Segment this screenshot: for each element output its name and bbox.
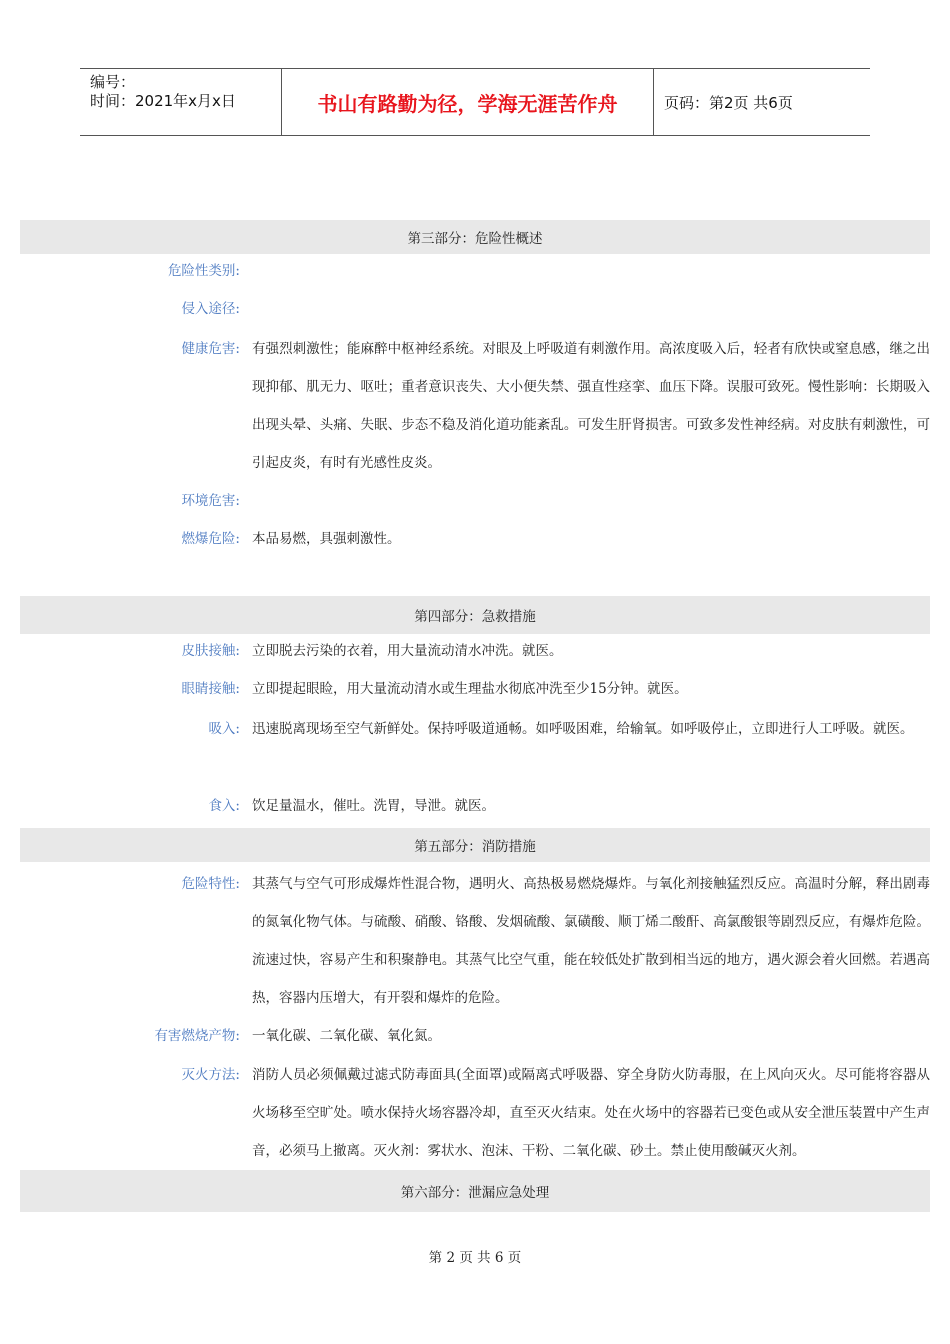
document-number-label: 编号： — [90, 73, 136, 91]
field-label: 侵入途径: — [181, 301, 240, 317]
page-footer: 第 2 页 共 6 页 — [428, 1250, 522, 1266]
page-header — [80, 68, 870, 136]
section-title: 第三部分：危险性概述 — [20, 220, 930, 254]
field-label: 灭火方法: — [181, 1067, 240, 1083]
field-label: 危险特性: — [181, 876, 240, 892]
field-value: 立即脱去污染的衣着，用大量流动清水冲洗。就医。 — [252, 643, 563, 659]
header-page-code: 页码：第2页 共6页 — [664, 93, 793, 112]
section-title: 第六部分：泄漏应急处理 — [20, 1170, 930, 1212]
field-label: 吸入: — [208, 721, 240, 737]
field-row — [20, 482, 930, 520]
section-title: 第五部分：消防措施 — [20, 828, 930, 862]
field-row — [20, 520, 930, 558]
field-row — [20, 330, 930, 482]
field-row — [20, 290, 930, 328]
field-value: 有强烈刺激性；能麻醉中枢神经系统。对眼及上呼吸道有刺激作用。高浓度吸入后，轻者有欣快或窒息感，继之出现抑郁、肌无力、呕吐；重者意识丧失、大小便失禁、强直性痉挛、血压下降。误服可致死。慢性影响：长期吸入出现头晕、头痛、失眠、步态不稳及消化道功能紊乱。可发生肝肾损害。可致多发性神经病。对皮肤有刺激性，可引起皮炎，有时有光感性皮炎。 — [252, 341, 930, 471]
field-row — [20, 632, 930, 670]
field-label: 健康危害: — [181, 341, 240, 357]
field-label: 食入: — [208, 798, 240, 814]
field-label: 燃爆危险: — [181, 531, 240, 547]
field-value: 立即提起眼睑，用大量流动清水或生理盐水彻底冲洗至少15分钟。就医。 — [252, 681, 688, 697]
document-time-label: 时间：2021年x月x日 — [90, 92, 236, 110]
field-label: 危险性类别: — [167, 263, 240, 279]
field-value: 迅速脱离现场至空气新鲜处。保持呼吸道通畅。如呼吸困难，给输氧。如呼吸停止，立即进行人工呼吸。就医。 — [252, 721, 914, 737]
field-label: 有害燃烧产物: — [154, 1028, 240, 1044]
field-value: 本品易燃，具强刺激性。 — [252, 531, 401, 547]
field-label: 皮肤接触: — [181, 643, 240, 659]
field-value: 消防人员必须佩戴过滤式防毒面具(全面罩)或隔离式呼吸器、穿全身防火防毒服，在上风向灭火。尽可能将容器从火场移至空旷处。喷水保持火场容器冷却，直至灭火结束。处在火场中的容器若已变色或从安全泄压装置中产生声音，必须马上撤离。灭火剂：雾状水、泡沫、干粉、二氧化碳、砂土。禁止使用酸碱灭火剂。 — [252, 1067, 930, 1159]
section-title: 第四部分：急救措施 — [20, 596, 930, 634]
field-value: 一氧化碳、二氧化碳、氧化氮。 — [252, 1028, 441, 1044]
field-row — [20, 1017, 930, 1055]
field-row — [20, 670, 930, 708]
field-row — [20, 787, 930, 825]
field-label: 环境危害: — [181, 493, 240, 509]
field-row — [20, 252, 930, 290]
field-row — [20, 1056, 930, 1170]
field-value: 饮足量温水，催吐。洗胃，导泄。就医。 — [252, 798, 495, 814]
field-row — [20, 710, 930, 786]
field-value: 其蒸气与空气可形成爆炸性混合物，遇明火、高热极易燃烧爆炸。与氧化剂接触猛烈反应。高温时分解，释出剧毒的氮氧化物气体。与硫酸、硝酸、铬酸、发烟硫酸、氯磺酸、顺丁烯二酸酐、高氯酸银等剧烈反应，有爆炸危险。流速过快，容易产生和积聚静电。其蒸气比空气重，能在较低处扩散到相当远的地方，遇火源会着火回燃。若遇高热，容器内压增大，有开裂和爆炸的危险。 — [252, 876, 930, 1006]
field-label: 眼睛接触: — [181, 681, 240, 697]
field-row — [20, 865, 930, 1017]
header-meta — [80, 69, 281, 135]
header-slogan: 书山有路勤为径，学海无涯苦作舟 — [281, 69, 654, 135]
